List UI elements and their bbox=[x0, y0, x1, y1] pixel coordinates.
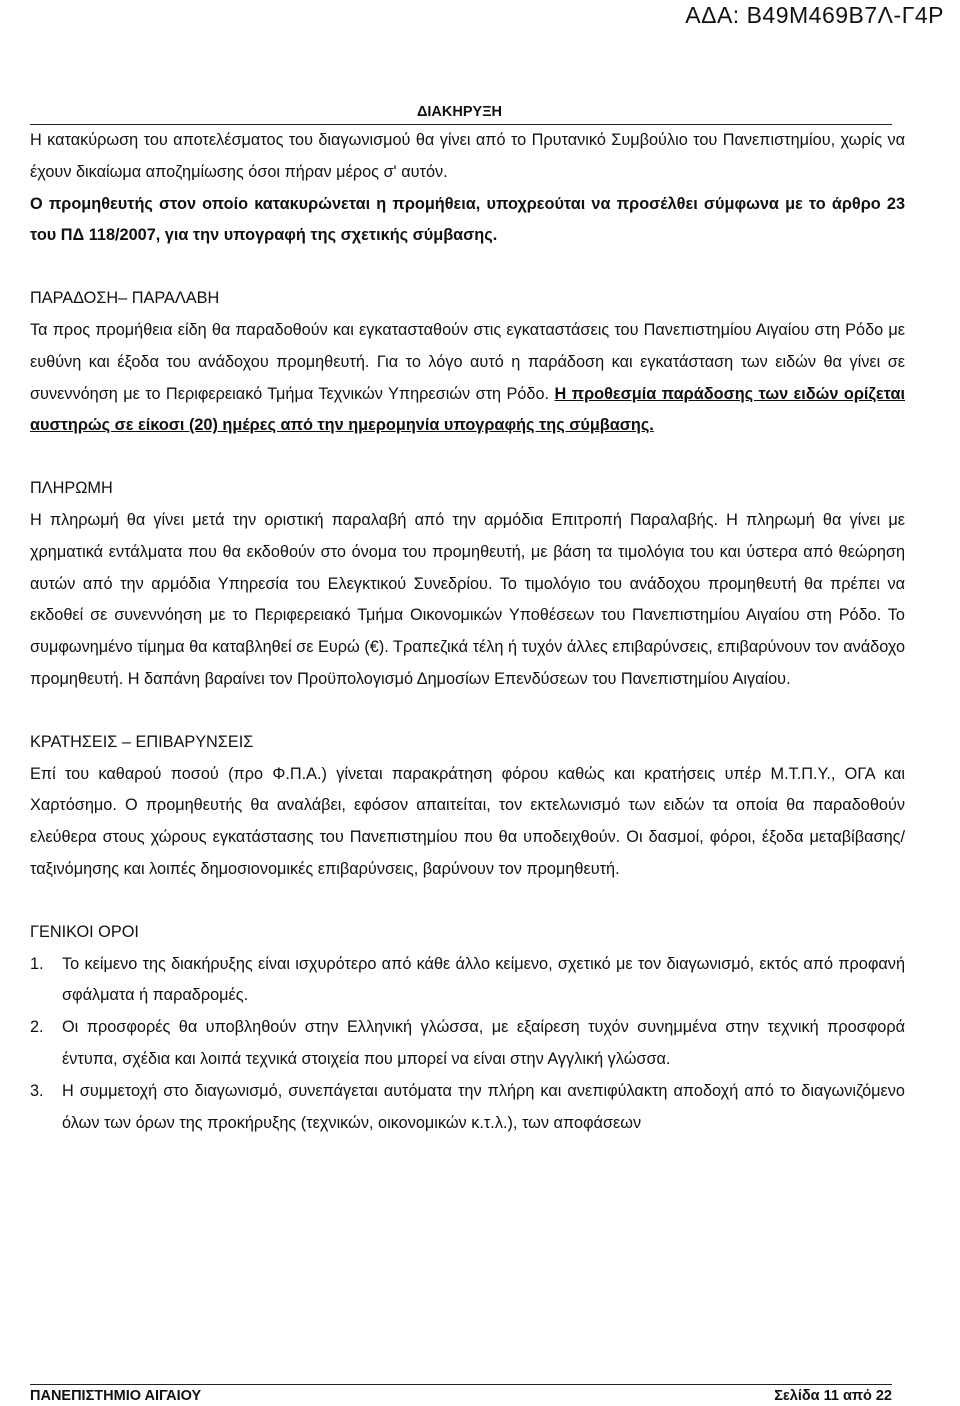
paradosi-text: Τα προς προμήθεια είδη θα παραδοθούν και εγκατασταθούν στις εγκαταστάσεις του Πανεπιστημίου Αιγαίου στη Ρόδο με ευθύνη και έξοδα του ανάδοχου προμηθευτή. Για το λόγο αυτό η παράδοση και εγκατάσταση των ειδών θα γίνει σε συνεννόηση με το Περιφερειακό Τμήμα Τεχνικών Υπηρεσιών στη Ρόδο. bbox=[30, 320, 905, 403]
list-item-number: 3. bbox=[30, 1081, 44, 1100]
ada-code: ΑΔΑ: Β49Μ469Β7Λ-Γ4Ρ bbox=[685, 2, 944, 28]
pliromi-heading: ΠΛΗΡΩΜΗ bbox=[30, 479, 113, 498]
diakiryxi-title: ΔΙΑΚΗΡΥΞΗ bbox=[416, 104, 502, 120]
paradosi-heading: ΠΑΡΑΔΟΣΗ– ΠΑΡΑΛΑΒΗ bbox=[30, 289, 220, 308]
list-item-number: 2. bbox=[30, 1018, 44, 1037]
footer-university: ΠΑΝΕΠΙΣΤΗΜΙΟ ΑΙΓΑΙΟΥ bbox=[30, 1388, 202, 1404]
document-body bbox=[30, 100, 905, 1139]
list-item-text: Το κείμενο της διακήρυξης είναι ισχυρότερο από κάθε άλλο κείμενο, σχετικό με τον διαγωνισμό, εκτός από προφανή σφάλματα ή παραδρομές. bbox=[62, 954, 905, 1005]
pliromi-paragraph: Η πληρωμή θα γίνει μετά την οριστική παραλαβή από την αρμόδια Επιτροπή Παραλαβής. Η πληρωμή θα γίνει με χρηματικά εντάλματα που θα εκδοθούν στο όνομα του προμηθευτή, με βάση τα τιμολόγια του και ύστερα από θεώρηση αυτών από την αρμόδια Υπηρεσία του Ελεγκτικού Συνεδρίου. Το τιμολόγιο του ανάδοχου προμηθευτή θα πρέπει να εκδοθεί σε συνεννόηση με το Περιφερειακό Τμήμα Οικονομικών Υποθέσεων του Πανεπιστημίου Αιγαίου στη Ρόδο. Το συμφωνημένο τίμημα θα καταβληθεί σε Ευρώ (€). Τραπεζικά τέλη ή τυχόν άλλες επιβαρύνσεις, επιβαρύνουν τον ανάδοχο προμηθευτή. Η δαπάνη βαραίνει τον Προϋπολογισμό Δημοσίων Επενδύσεων του Πανεπιστημίου Αιγαίου. bbox=[30, 510, 905, 688]
page-footer bbox=[30, 1384, 892, 1404]
kratiseis-paragraph: Επί του καθαρού ποσού (προ Φ.Π.Α.) γίνεται παρακράτηση φόρου καθώς και κρατήσεις υπέρ Μ.Τ.Π.Υ., ΟΓΑ και Χαρτόσημο. Ο προμηθευτής θα αναλάβει, εφόσον απαιτείται, τον εκτελωνισμό των ειδών τα οποία θα παραδοθούν ελεύθερα στους χώρους εγκατάστασης του Πανεπιστημίου που θα υποδειχθούν. Οι δασμοί, φόροι, έξοδα μεταβίβασης/ταξινόμησης και λοιπές δημοσιονομικές επιβαρύνσεις, βαρύνουν τον προμηθευτή. bbox=[30, 764, 905, 878]
footer-page-number: Σελίδα 11 από 22 bbox=[774, 1388, 892, 1404]
section-title-diakiryxi bbox=[30, 100, 892, 125]
list-item bbox=[30, 1076, 905, 1140]
list-item bbox=[30, 949, 905, 1013]
paradosi-paragraph bbox=[30, 315, 905, 442]
genikoi-oroi-list bbox=[30, 949, 905, 1140]
list-item bbox=[30, 1012, 905, 1076]
genikoi-oroi-heading: ΓΕΝΙΚΟΙ ΟΡΟΙ bbox=[30, 922, 139, 941]
list-item-text: Η συμμετοχή στο διαγωνισμό, συνεπάγεται αυτόματα την πλήρη και ανεπιφύλακτη αποδοχή από το διαγωνιζόμενο όλων των όρων της προκήρυξης (τεχνικών, οικονομικών κ.τ.λ.), των αποφάσεων bbox=[62, 1081, 905, 1132]
list-item-number: 1. bbox=[30, 954, 44, 973]
diakiryxi-paragraph-2: Ο προμηθευτής στον οποίο κατακυρώνεται η προμήθεια, υποχρεούται να προσέλθει σύμφωνα με το άρθρο 23 του ΠΔ 118/2007, για την υπογραφή της σχετικής σύμβασης. bbox=[30, 194, 905, 245]
kratiseis-heading: ΚΡΑΤΗΣΕΙΣ – ΕΠΙΒΑΡΥΝΣΕΙΣ bbox=[30, 732, 254, 751]
paradosi-deadline: Η προθεσμία παράδοσης των ειδών ορίζεται αυστηρώς σε είκοσι (20) ημέρες από την ημερομηνία υπογραφής της σύμβασης. bbox=[30, 384, 905, 435]
diakiryxi-paragraph-1: Η κατακύρωση του αποτελέσματος του διαγωνισμού θα γίνει από το Πρυτανικό Συμβούλιο του Πανεπιστημίου, χωρίς να έχουν δικαίωμα αποζημίωσης όσοι πήραν μέρος σ' αυτόν. bbox=[30, 131, 905, 181]
list-item-text: Οι προσφορές θα υποβληθούν στην Ελληνική γλώσσα, με εξαίρεση τυχόν συνημμένα στην τεχνική προσφορά έντυπα, σχέδια και λοιπά τεχνικά στοιχεία που μπορεί να είναι στην Αγγλική γλώσσα. bbox=[62, 1018, 905, 1068]
